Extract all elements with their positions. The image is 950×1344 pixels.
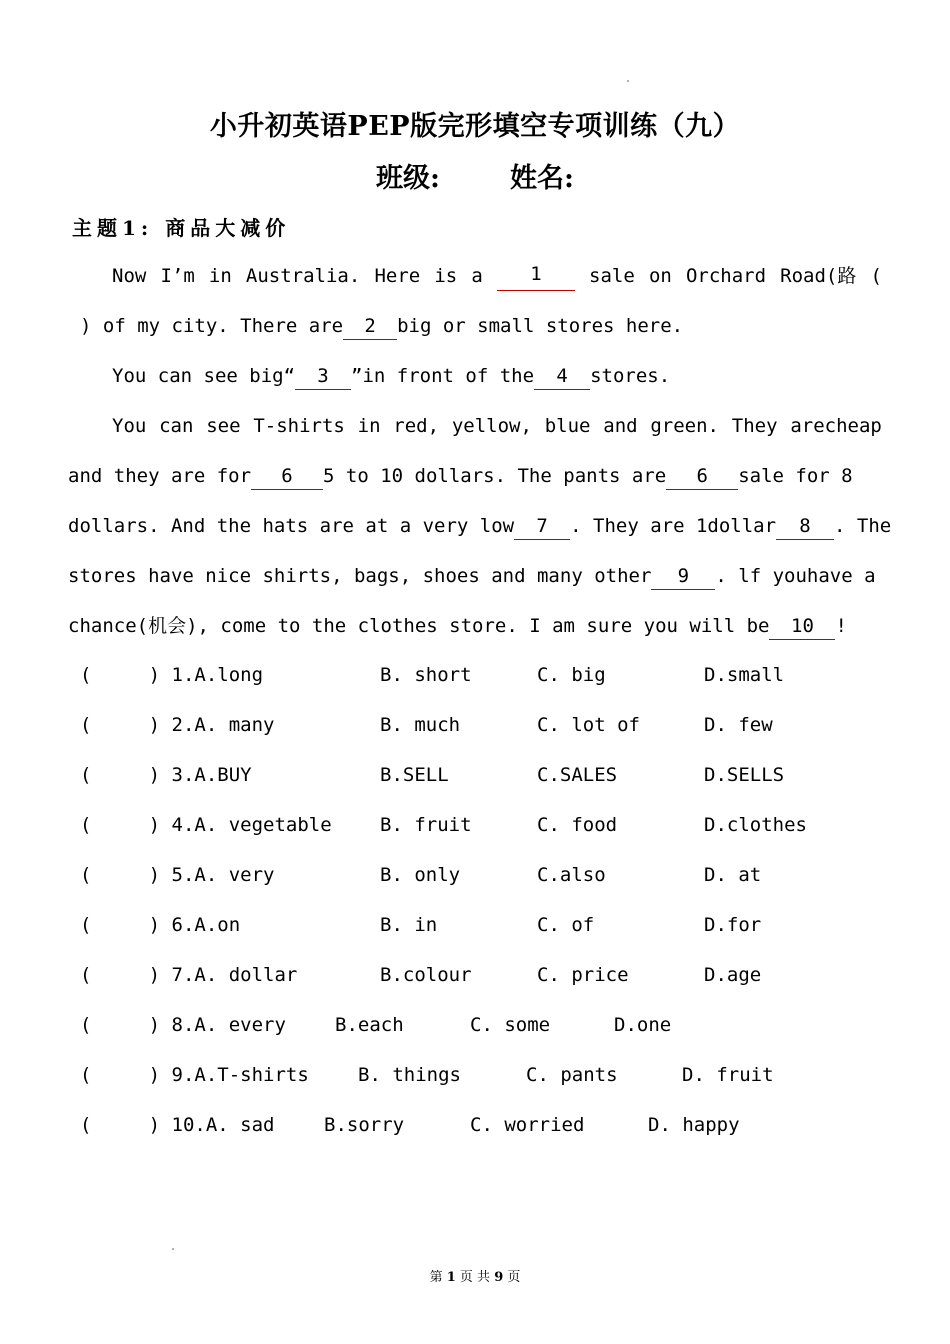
passage-line-4	[112, 411, 882, 441]
option-c[interactable]: C. some	[470, 1014, 551, 1036]
passage-word: (	[870, 265, 882, 287]
name-label: 姓名:	[510, 163, 574, 194]
option-b[interactable]: B. much	[380, 714, 461, 736]
option-b[interactable]: B. in	[380, 914, 438, 936]
option-c[interactable]: C.also	[537, 864, 606, 886]
speck	[172, 1248, 174, 1250]
passage-line-2: ) of my city. There are 2 big or small stores here.	[80, 311, 950, 341]
question-stem: ( ) 5.A. very	[80, 864, 275, 886]
passage-line-7: stores have nice shirts, bags, shoes and many other 9 . lf youhave a	[68, 561, 950, 591]
option-c[interactable]: C. of	[537, 914, 595, 936]
option-c[interactable]: C. worried	[470, 1114, 585, 1136]
passage-word: yellow,	[451, 415, 532, 437]
question-stem: ( ) 7.A. dollar	[80, 964, 298, 986]
blank-9[interactable]: 9	[651, 563, 715, 590]
question-row	[0, 860, 950, 890]
option-b[interactable]: B. only	[380, 864, 461, 886]
passage-word: in	[208, 265, 232, 287]
passage-word: Here	[374, 265, 421, 287]
passage-word: a	[471, 265, 483, 287]
option-c[interactable]: C. lot of	[537, 714, 640, 736]
option-d[interactable]: D.small	[704, 664, 785, 686]
passage-word: They	[731, 415, 778, 437]
question-stem: ( ) 2.A. many	[80, 714, 275, 736]
passage-word: red,	[393, 415, 440, 437]
blank-4[interactable]: 4	[534, 363, 590, 390]
topic-heading: 主题1: 商品大减价	[72, 216, 291, 240]
passage-word: green.	[650, 415, 719, 437]
option-d[interactable]: D.age	[704, 964, 762, 986]
question-stem: ( ) 8.A. every	[80, 1014, 286, 1036]
question-stem: ( ) 9.A.T-shirts	[80, 1064, 309, 1086]
passage-word: T-shirts	[253, 415, 345, 437]
passage-word: Australia.	[245, 265, 361, 287]
option-d[interactable]: D.one	[614, 1014, 672, 1036]
passage-line-3: You can see big“ 3 ”in front of the 4 stores.	[112, 361, 950, 391]
class-label: 班级:	[376, 163, 440, 194]
passage-word: blue	[544, 415, 591, 437]
blank-6b[interactable]: 6	[666, 463, 738, 490]
passage-word: and	[603, 415, 638, 437]
question-row	[0, 1060, 950, 1090]
passage-word: I’m	[160, 265, 195, 287]
blank-3[interactable]: 3	[295, 363, 351, 390]
question-row	[0, 960, 950, 990]
option-d[interactable]: D. few	[704, 714, 773, 736]
option-b[interactable]: B.each	[335, 1014, 404, 1036]
question-row	[0, 660, 950, 690]
passage-line-5: and they are for 6 5 to 10 dollars. The pants are 6 sale for 8	[68, 461, 882, 491]
option-b[interactable]: B. things	[358, 1064, 461, 1086]
passage-word: on	[648, 265, 672, 287]
option-d[interactable]: D. at	[704, 864, 762, 886]
option-c[interactable]: C. food	[537, 814, 618, 836]
option-b[interactable]: B.colour	[380, 964, 472, 986]
passage-line-1	[112, 261, 882, 291]
option-b[interactable]: B. short	[380, 664, 472, 686]
passage-word: see	[206, 415, 241, 437]
question-row	[0, 1110, 950, 1140]
question-stem: ( ) 1.A.long	[80, 664, 264, 686]
passage-word: Orchard	[685, 265, 767, 287]
blank-7[interactable]: 7	[514, 513, 570, 540]
passage-word: is	[434, 265, 458, 287]
blank-10[interactable]: 10	[769, 613, 835, 640]
passage-line-8: chance(机会), come to the clothes store. I am sure you will be 10 !	[68, 611, 950, 641]
option-d[interactable]: D.for	[704, 914, 762, 936]
passage-word: in	[357, 415, 381, 437]
blank-1[interactable]: 1	[497, 261, 575, 291]
page-title: 小升初英语PEP版完形填空专项训练（九）	[209, 111, 741, 142]
passage-word: Road(路	[780, 265, 857, 287]
passage-word: can	[159, 415, 194, 437]
question-stem: ( ) 10.A. sad	[80, 1114, 275, 1136]
passage-word: sale	[589, 265, 635, 287]
blank-8[interactable]: 8	[776, 513, 834, 540]
blank-6a[interactable]: 6	[251, 463, 323, 490]
question-row	[0, 1010, 950, 1040]
option-d[interactable]: D.SELLS	[704, 764, 785, 786]
option-c[interactable]: C. price	[537, 964, 629, 986]
question-row	[0, 810, 950, 840]
question-stem: ( ) 3.A.BUY	[80, 764, 252, 786]
question-row	[0, 760, 950, 790]
option-c[interactable]: C.SALES	[537, 764, 618, 786]
option-d[interactable]: D. fruit	[682, 1064, 774, 1086]
option-b[interactable]: B.sorry	[324, 1114, 405, 1136]
page-total: 9	[494, 1270, 504, 1285]
passage-word: You	[112, 415, 147, 437]
question-stem: ( ) 4.A. vegetable	[80, 814, 332, 836]
option-c[interactable]: C. pants	[526, 1064, 618, 1086]
option-b[interactable]: B. fruit	[380, 814, 472, 836]
question-stem: ( ) 6.A.on	[80, 914, 241, 936]
page-footer: 第 1 页 共 9 页	[429, 1270, 521, 1285]
question-row	[0, 710, 950, 740]
option-c[interactable]: C. big	[537, 664, 606, 686]
speck	[627, 80, 629, 82]
passage-word: Now	[112, 265, 147, 287]
question-row	[0, 910, 950, 940]
page-number: 1	[446, 1270, 456, 1285]
class-name-line	[0, 156, 950, 195]
option-b[interactable]: B.SELL	[380, 764, 449, 786]
option-d[interactable]: D.clothes	[704, 814, 807, 836]
passage-line-6: dollars. And the hats are at a very low 7 . They are 1dollar 8 . The	[68, 511, 950, 541]
passage-word: arecheap	[790, 415, 882, 437]
blank-2[interactable]: 2	[343, 313, 397, 340]
option-d[interactable]: D. happy	[648, 1114, 740, 1136]
